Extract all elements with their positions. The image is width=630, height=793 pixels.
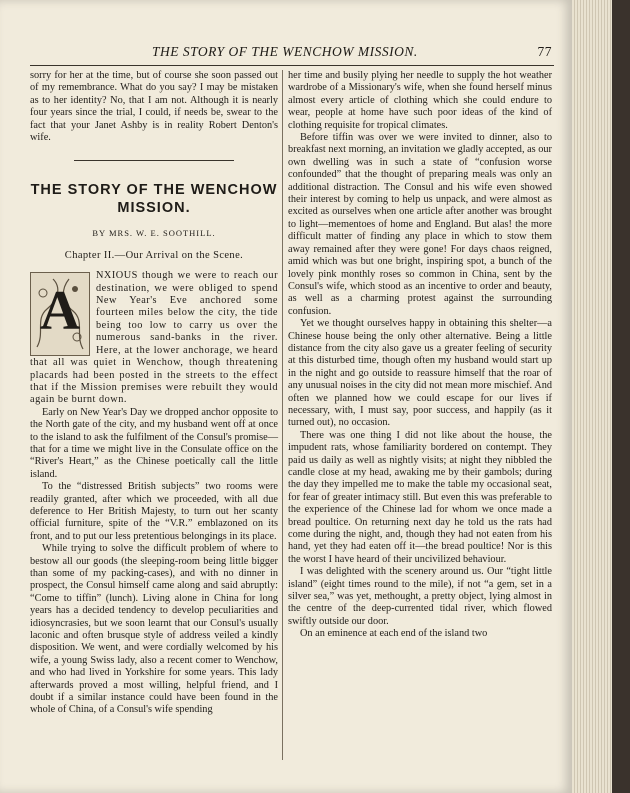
body-paragraph: While trying to solve the difficult problem of where to bestow all our goods (the sleeping-room being little bigger than some of my packing-cases), and with no dinner in prospect, the Consul himself came along and said abruptly: “Come to tiffin” (lunch). Living alone in China for long years has a decided tendency to develop peculiarities and idiosyncrasies, but we soon learnt that our Consul's usually laconic and often brusque style of address veiled a kindly disposition. We went, and were cordially welcomed by his wife, a young Swiss lady, also a recent comer to Wenchow, and who had lived in Yorkshire for some years. This lady afterwards proved a most willing, helpful friend, and I doubt if a similar instance could have been found in the whole of China, of a Consul's wife spending	[30, 543, 278, 716]
ornamental-dropcap	[30, 272, 90, 356]
body-paragraph: NXIOUS though we were to reach our destination, we were obliged to spend New Year's Eve anchored some fourteen miles below the city, the tide being too low to carry us over the numerous sand-banks in the river. Here, at the lower anchorage, we heard that all was quiet in Wenchow, though threatening placards had been posted in the streets to the effect that if the Mission premises were rebuilt they would again be burnt down.	[30, 270, 278, 406]
page-number: 77	[537, 44, 552, 59]
article-title	[30, 181, 278, 217]
article-title-line-1: THE STORY OF THE WENCHOW	[30, 182, 278, 199]
body-paragraph: To the “distressed British subjects” two rooms were readily granted, after which we proceeded, with all due deference to Her British Majesty, to turn out her scanty official furniture, spite of the “V.R.” emblazoned on its front, and to put our less pretentious belongings in its place.	[30, 481, 278, 542]
body-paragraph: I was delighted with the scenery around us. Our “tight little island” (eight times round to the mile), if not “a gem, set in a silver sea,” was yet, methought, a pretty object, lying almost in the centre of the deep-currented tidal river, which flowed swiftly outside our door.	[288, 566, 552, 627]
header-rule	[30, 65, 554, 66]
body-paragraph: Early on New Year's Day we dropped anchor opposite to the North gate of the city, and my husband went off at once to the island to ask the fulfilment of the Consul's promise—that for a time we might live in the Consulate office on the “River's Heart,” as the Chinese poetically call the little island.	[30, 406, 278, 480]
body-paragraph: her time and busily plying her needle to supply the hot weather wardrobe of a Missionary's wife, when she found herself minus almost every article of clothing which she could endure to wear, people at home have such poor ideas of the kind of clothing requisite for tropical climates.	[288, 70, 552, 131]
book-cover-edge	[612, 0, 630, 793]
byline: BY MRS. W. E. SOOTHILL.	[92, 228, 216, 239]
body-paragraph: On an eminence at each end of the island two	[300, 628, 488, 640]
right-column	[288, 70, 552, 641]
chapter-heading: Chapter II.—Our Arrival on the Scene.	[64, 249, 244, 261]
column-rule	[282, 70, 283, 760]
body-paragraph: Before tiffin was over we were invited to dinner, also to breakfast next morning, an invitation we gladly accepted, as our own dwelling was in such a state of “confusion worse confounded” that the thought of preparing meals was only an additional distraction. The Consul and his wife even showed their interest by coming to help us unpack, and were almost as excited as ourselves when one article after another was brought to light—mementoes of home and England. But alas! the more difficult matter of finding any place in which to stow them away remained after they were gone! For days chaos reigned, amid which was but one bright, inspiring spot, a bunch of the lovely pink monthly roses so common in China, sent by the Consul's wife, which stood as an incentive to order and beauty, as well as a charming protest against the surrounding confusion.	[288, 132, 552, 317]
running-head	[32, 44, 552, 62]
article-title-line-2: MISSION.	[117, 200, 191, 217]
left-column	[30, 70, 278, 717]
section-divider	[74, 160, 234, 161]
running-head-title: THE STORY OF THE WENCHOW MISSION.	[152, 44, 418, 59]
dropcap-letter: A	[39, 280, 81, 343]
body-paragraph: Yet we thought ourselves happy in obtaining this shelter—a Chinese house being the only other alternative. Being a little distance from the city also gave us a greater feeling of security at this disturbed time, though often my husband would start up in the night and go outside to reassure himself that the roar of any unusual noises in the city did not mean more mischief. And often we planned how we could escape for our lives if necessary, with, I must say, poor success, and happily (as it turned out), no occasion.	[288, 318, 552, 429]
body-paragraph: There was one thing I did not like about the house, the impudent rats, whose familiarity bordered on contempt. They paid us daily as well as nightly visits; at night they nibbled the candle close at my head, awaking me by their gambols; during the day they impelled me to make the table my occasional seat, for fear of greater intimacy still. But even this was preferable to the experience of the Chinese lad for whom we once made a bread poultice. On returning next day he told us the rats had come during the night, and, though they had not eaten from his hand, yet they had eaten off it—the bread poultice! Nor is this the worst I have heard of their uncivilized behaviour.	[288, 429, 552, 565]
carryover-paragraph: sorry for her at the time, but of course she soon passed out of my remembrance. What do you say? I may be mistaken as to her identity? No, that I am not. Although it is nearly four years since the trial, I could, if needs be, swear to the fact that your Janet Ashby is in reality Robert Denton's wife.	[30, 70, 278, 144]
